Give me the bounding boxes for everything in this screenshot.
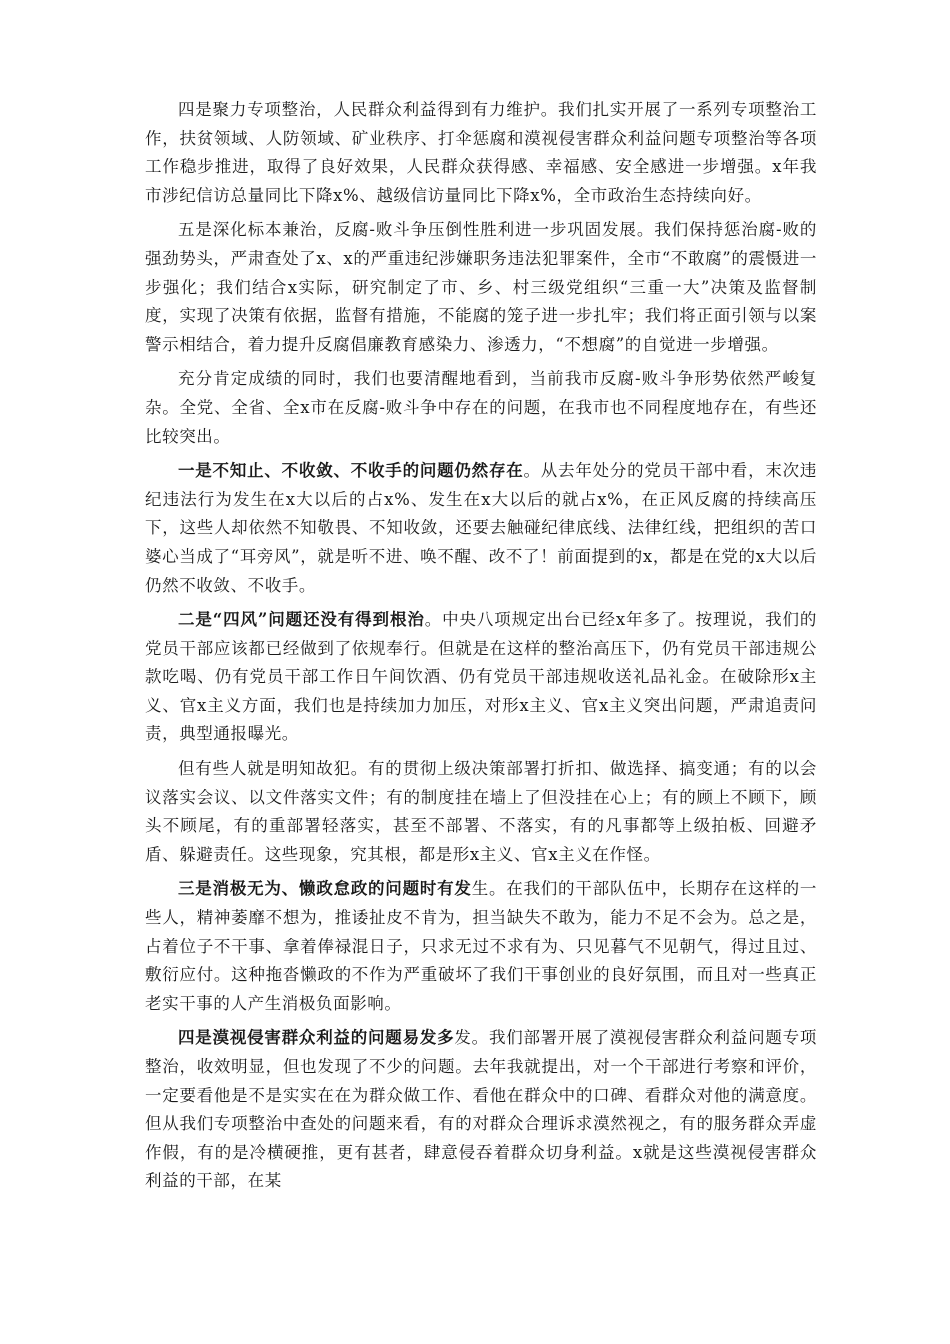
paragraph-situation (145, 365, 817, 451)
document-body (145, 96, 817, 1202)
paragraph-problem-two-detail (145, 755, 817, 869)
paragraph-text: 。中央八项规定出台已经x年多了。按理说，我们的党员干部应该都已经做到了依规奉行。但就是在这样的整治高压下，仍有党员干部违规公款吃喝、仍有党员干部工作日午间饮酒、仍有党员干部违规收送礼品礼金。在破除形x主义、官x主义方面，我们也是持续加力加压，对形x主义、官x主义突出问题，严肃追责问责，典型通报曝光。 (145, 610, 817, 744)
paragraph-lead: 二是“四风”问题还没有得到根治 (178, 610, 425, 630)
paragraph-text: 五是深化标本兼治，反腐-败斗争压倒性胜利进一步巩固发展。我们保持惩治腐-败的强劲势头，严肃查处了x、x的严重违纪涉嫌职务违法犯罪案件，全市“不敢腐”的震慑进一步强化；我们结合x实际，研究制定了市、乡、村三级党组织“三重一大”决策及监督制度，实现了决策有依据，监督有措施，不能腐的笼子进一步扎牢；我们将正面引领与以案警示相结合，着力提升反腐倡廉教育感染力、渗透力，“不想腐”的自觉进一步增强。 (145, 220, 817, 354)
paragraph-achievement-five (145, 216, 817, 359)
paragraph-problem-three (145, 875, 817, 1018)
paragraph-text: 但有些人就是明知故犯。有的贯彻上级决策部署打折扣、做选择、搞变通；有的以会议落实会议、以文件落实文件；有的制度挂在墙上了但没挂在心上；有的顾上不顾下，顾头不顾尾，有的重部署轻落实，甚至不部署、不落实，有的凡事都等上级拍板、回避矛盾、躲避责任。这些现象，究其根，都是形x主义、官x主义在作怪。 (145, 759, 817, 864)
paragraph-text: 发。我们部署开展了漠视侵害群众利益问题专项整治，收效明显，但也发现了不少的问题。去年我就提出，对一个干部进行考察和评价，一定要看他是不是实实在在为群众做工作、看他在群众中的口碑、看群众对他的满意度。但从我们专项整治中查处的问题来看，有的对群众合理诉求漠然视之，有的服务群众弄虚作假，有的是冷横硬推，更有甚者，肆意侵吞着群众切身利益。x就是这些漠视侵害群众利益的干部，在某 (145, 1028, 817, 1191)
paragraph-problem-one (145, 457, 817, 600)
paragraph-lead: 四是漠视侵害群众利益的问题易发多 (178, 1028, 455, 1048)
paragraph-lead: 一是不知止、不收敛、不收手的问题仍然存在 (178, 461, 524, 481)
paragraph-text: 充分肯定成绩的同时，我们也要清醒地看到，当前我市反腐-败斗争形势依然严峻复杂。全党、全省、全x市在反腐-败斗争中存在的问题，在我市也不同程度地存在，有些还比较突出。 (145, 369, 817, 446)
paragraph-text: 四是聚力专项整治，人民群众利益得到有力维护。我们扎实开展了一系列专项整治工作，扶贫领域、人防领域、矿业秩序、打伞惩腐和漠视侵害群众利益问题专项整治等各项工作稳步推进，取得了良好效果，人民群众获得感、幸福感、安全感进一步增强。x年我市涉纪信访总量同比下降x%、越级信访量同比下降x%，全市政治生态持续向好。 (145, 100, 817, 205)
paragraph-lead: 三是消极无为、懒政怠政的问题时有发 (178, 879, 472, 899)
paragraph-text: 生。在我们的干部队伍中，长期存在这样的一些人，精神萎靡不想为，推诿扯皮不肯为，担当缺失不敢为，能力不足不会为。总之是，占着位子不干事、拿着俸禄混日子，只求无过不求有为、只见暮气不见朝气，得过且过、敷衍应付。这种拖沓懒政的不作为严重破坏了我们干事创业的良好氛围，而且对一些真正老实干事的人产生消极负面影响。 (145, 879, 818, 1013)
paragraph-text: 。从去年处分的党员干部中看，末次违纪违法行为发生在x大以后的占x%、发生在x大以后的就占x%，在正风反腐的持续高压下，这些人却依然不知敬畏、不知收敛，还要去触碰纪律底线、法律红线，把组织的苦口婆心当成了“耳旁风”，就是听不进、唤不醒、改不了！前面提到的x，都是在党的x大以后仍然不收敛、不收手。 (145, 461, 817, 595)
paragraph-achievement-four (145, 96, 817, 210)
paragraph-problem-two (145, 606, 817, 749)
paragraph-problem-four (145, 1024, 817, 1196)
